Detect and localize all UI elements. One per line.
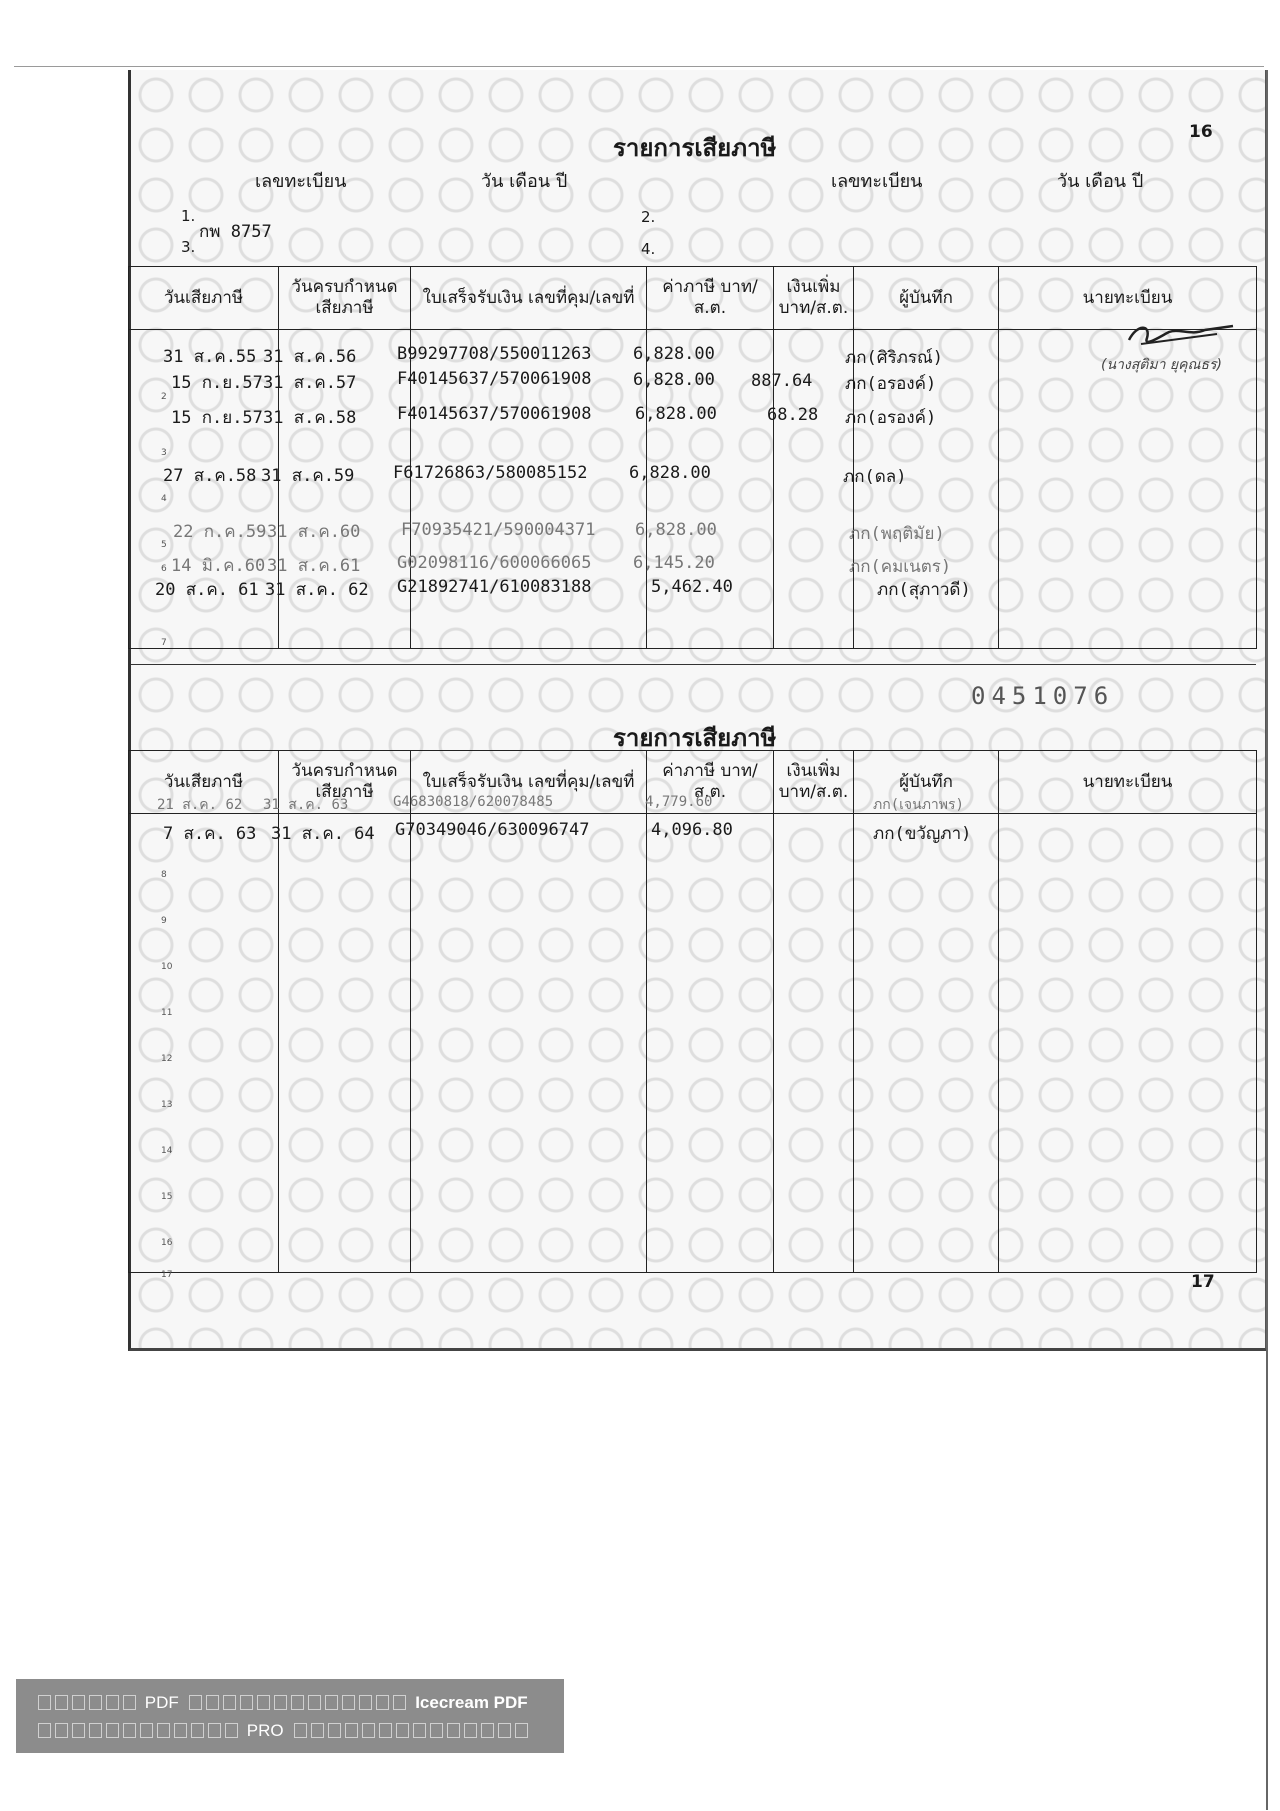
cell-tax-date: 15 ก.ย.57 (171, 408, 263, 428)
row-number: 8 (161, 870, 167, 880)
cell-receipt: G70349046/630096747 (395, 820, 590, 840)
cell-tax-date: 15 ก.ย.57 (171, 373, 263, 393)
col-header-registrar: นายทะเบียน (999, 267, 1257, 330)
col-body-receipt (411, 814, 647, 1273)
row-number: 9 (161, 916, 167, 926)
plate-index-4: 4. (641, 240, 656, 258)
watermark-text-pdf: PDF (144, 1693, 179, 1712)
plate-index-2: 2. (641, 208, 656, 226)
col-header-recorder: ผู้บันทึก (854, 751, 999, 814)
cell-due-date: 31 ส.ค. 62 (265, 580, 369, 600)
cell-due-date: 31 ส.ค.59 (261, 466, 355, 486)
cell-recorder: ภก(ขวัญภา) (873, 824, 972, 844)
col-body-recorder (854, 814, 999, 1273)
cell-tax-amount: 6,828.00 (635, 404, 717, 424)
row-number: 11 (161, 1008, 173, 1018)
cell-recorder: ภก(ดล) (843, 467, 907, 487)
section-title-bottom: รายการเสียภาษี (613, 723, 777, 752)
cell-tax-date: 20 ส.ค. 61 (155, 580, 259, 600)
page-top-rule (14, 66, 1264, 67)
tax-record-sheet (128, 70, 1267, 1351)
cell-surcharge: 887.64 (751, 371, 813, 391)
row-number: 3 (161, 448, 167, 458)
watermark-line1-left (38, 1693, 528, 1713)
row-number: 7 (161, 638, 167, 648)
col-body-registrar (999, 814, 1257, 1273)
row-number: 14 (161, 1146, 173, 1156)
cell-receipt: F70935421/590004371 (401, 520, 596, 540)
col-header-receipt: ใบเสร็จรับเงิน เลขที่คุม/เลขที่ (411, 267, 647, 330)
col-header-tax-amount: ค่าภาษี บาท/ส.ต. (647, 267, 774, 330)
cell-tax-amount: 6,828.00 (629, 463, 711, 483)
cell-receipt: F40145637/570061908 (397, 404, 592, 424)
scan-edge-line (1266, 70, 1268, 1810)
cell-tax-amount: 4,779.60 (645, 794, 713, 810)
row-number: 16 (161, 1238, 173, 1248)
stamp-number: 0451076 (971, 682, 1115, 710)
col-body-tax-date (129, 814, 279, 1273)
cell-receipt: G02098116/600066065 (397, 553, 592, 573)
col-header-receipt: ใบเสร็จรับเงิน เลขที่คุม/เลขที่ (411, 751, 647, 814)
col-header-recorder: ผู้บันทึก (854, 267, 999, 330)
cell-tax-date: 21 ส.ค. 62 (157, 797, 243, 813)
cell-due-date: 31 ส.ค.56 (263, 347, 357, 367)
cell-tax-amount: 5,462.40 (651, 577, 733, 597)
cell-surcharge: 68.28 (767, 405, 819, 425)
col-header-surcharge: เงินเพิ่ม บาท/ส.ต. (774, 267, 854, 330)
cell-tax-date: 22 ก.ค.59 (173, 522, 267, 542)
plate-index-3: 3. (181, 238, 196, 256)
label-registration-no-1: เลขทะเบียน (255, 171, 347, 192)
section-divider (128, 664, 1256, 665)
row-number: 17 (161, 1270, 173, 1280)
cell-tax-amount: 4,096.80 (651, 820, 733, 840)
cell-due-date: 31 ส.ค.61 (267, 556, 361, 576)
row-number: 13 (161, 1100, 173, 1110)
label-date-2: วัน เดือน ปี (1057, 171, 1144, 192)
row-number: 5 (161, 540, 167, 550)
col-header-tax-amount: ค่าภาษี บาท/ส.ต. (647, 751, 774, 814)
watermark-text-pro: PRO (246, 1721, 284, 1740)
cell-recorder: ภก(พฤติมัย) (849, 524, 945, 544)
watermark-line2 (38, 1721, 532, 1741)
cell-recorder: ภก(อรองค์) (845, 374, 937, 394)
cell-due-date: 31 ส.ค.57 (263, 373, 357, 393)
cell-receipt: F61726863/580085152 (393, 463, 588, 483)
cell-receipt: B99297708/550011263 (397, 344, 592, 364)
cell-tax-amount: 6,145.20 (633, 553, 715, 573)
label-registration-no-2: เลขทะเบียน (831, 171, 923, 192)
page-number-top: 16 (1189, 122, 1213, 142)
cell-receipt: G46830818/620078485 (393, 794, 554, 810)
cell-receipt: G21892741/610083188 (397, 577, 592, 597)
col-body-surcharge (774, 814, 854, 1273)
cell-recorder: ภก(เจนภาพร) (873, 797, 964, 813)
cell-tax-date: 27 ส.ค.58 (163, 466, 257, 486)
col-body-registrar (999, 330, 1257, 649)
cell-recorder: ภก(คมเนตร) (849, 557, 952, 577)
row-number: 2 (161, 392, 167, 402)
cell-tax-date: 31 ส.ค.55 (163, 347, 257, 367)
col-header-due-date: วันครบกำหนด เสียภาษี (279, 267, 411, 330)
registrar-signature-name: (นางสุติมา ยุคุณธร) (1101, 357, 1222, 373)
col-body-due-date (279, 814, 411, 1273)
cell-recorder: ภก(ศิริภรณ์) (845, 348, 943, 368)
page-number-bottom: 17 (1191, 1272, 1215, 1292)
cell-tax-date: 14 มิ.ค.60 (171, 556, 266, 576)
col-body-tax-amount (647, 814, 774, 1273)
row-number: 6 (161, 564, 167, 574)
col-header-surcharge: เงินเพิ่ม บาท/ส.ต. (774, 751, 854, 814)
cell-tax-date: 7 ส.ค. 63 (163, 824, 257, 844)
cell-receipt: F40145637/570061908 (397, 369, 592, 389)
cell-tax-amount: 6,828.00 (633, 344, 715, 364)
registrar-signature-mark (1121, 318, 1241, 354)
row-number: 10 (161, 962, 173, 972)
pdf-watermark-banner (16, 1679, 564, 1753)
plate-value-1: กพ 8757 (199, 222, 272, 242)
row-number: 4 (161, 494, 167, 504)
watermark-text-brand: Icecream PDF (415, 1693, 528, 1712)
col-header-tax-date: วันเสียภาษี (129, 267, 279, 330)
row-number: 12 (161, 1054, 173, 1064)
cell-tax-amount: 6,828.00 (635, 520, 717, 540)
section-title-top: รายการเสียภาษี (613, 133, 777, 162)
plate-index-1: 1. (181, 207, 196, 225)
row-number: 15 (161, 1192, 173, 1202)
label-date-1: วัน เดือน ปี (481, 171, 568, 192)
cell-recorder: ภก(อรองค์) (845, 408, 937, 428)
cell-due-date: 31 ส.ค. 64 (271, 824, 375, 844)
col-header-due-date: วันครบกำหนด เสียภาษี (279, 751, 411, 814)
col-header-tax-date: วันเสียภาษี (129, 751, 279, 814)
col-header-registrar: นายทะเบียน (999, 751, 1257, 814)
cell-tax-amount: 6,828.00 (633, 370, 715, 390)
cell-recorder: ภก(สุภาวดี) (877, 580, 971, 600)
cell-due-date: 31 ส.ค. 63 (263, 797, 349, 813)
cell-due-date: 31 ส.ค.60 (267, 522, 361, 542)
cell-due-date: 31 ส.ค.58 (263, 408, 357, 428)
